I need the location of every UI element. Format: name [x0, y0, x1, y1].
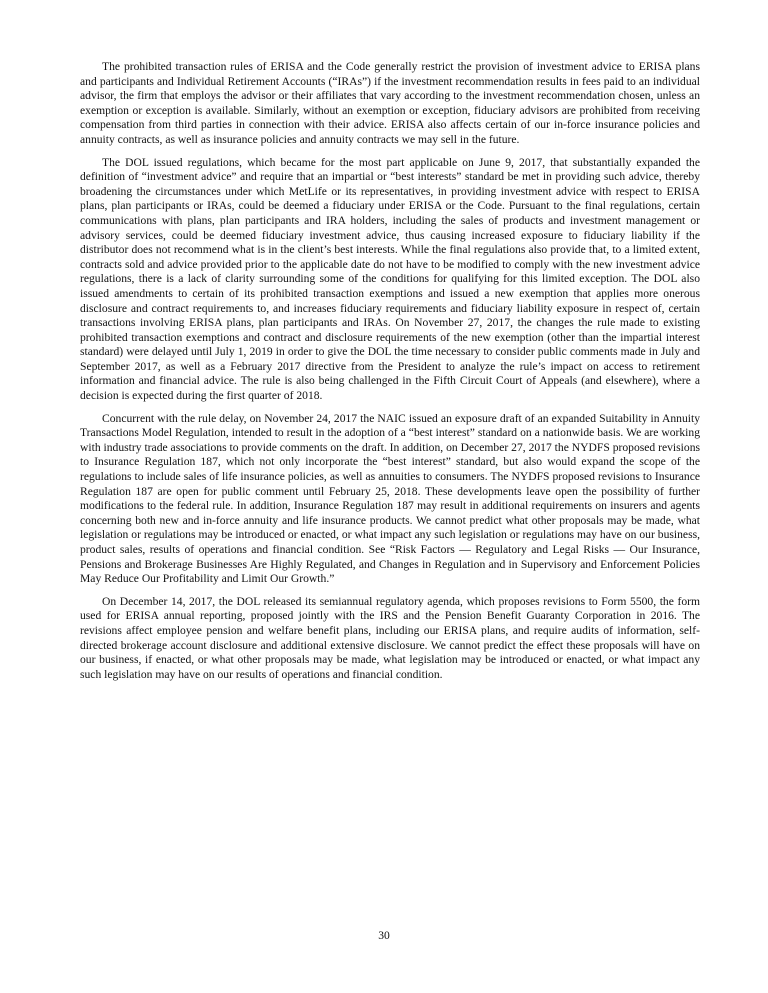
- paragraph-dol-regulatory-agenda: On December 14, 2017, the DOL released its semiannual regulatory agenda, which proposes revisions to Form 5500, the form used for ERISA annual reporting, proposed jointly with the IRS and the Pension Benefit Guaranty Corporation in 2016. The revisions affect employee pension and welfare benefit plans, including our ERISA plans, and require audits of information, self-directed brokerage account disclosure and additional extensive disclosure. We cannot predict the effect these proposals will have on our business, if enacted, or what other proposals may be made, what legislation may be introduced or enacted, or what impact any such legislation may have on our results of operations and financial condition.: [80, 594, 700, 681]
- paragraph-dol-regulations: The DOL issued regulations, which became for the most part applicable on June 9, 2017, that substantially expanded the definition of “investment advice” and require that an impartial or “best interests” standard be met in providing such advice, thereby broadening the circumstances under which MetLife or its representatives, in providing investment advice with respect to ERISA plans, plan participants or IRAs, could be deemed a fiduciary under ERISA or the Code. Pursuant to the final regulations, certain communications with plans, plan participants and IRA holders, including the sales of products and investment management or advisory services, could be deemed fiduciary investment advice, thus causing increased exposure to fiduciary liability if the distributor does not recommend what is in the client’s best interests. While the final regulations also provide that, to a limited extent, contracts sold and advice provided prior to the applicable date do not have to be modified to comply with the new investment advice regulations, there is a lack of clarity surrounding some of the conditions for qualifying for this limited exception. The DOL also issued amendments to certain of its prohibited transaction exemptions and issued a new exemption that applies more onerous disclosure and contract requirements to, and increases fiduciary requirements and fiduciary liability exposure in respect of, certain transactions involving ERISA plans, plan participants and IRAs. On November 27, 2017, the changes the rule made to existing prohibited transaction exemptions and contract and disclosure requirements of the new exemption (other than the impartial interest standard) were delayed until July 1, 2019 in order to give the DOL the time necessary to consider public comments made in July and September 2017, as well as a February 2017 directive from the President to analyze the rule’s impact on access to retirement information and financial advice. The rule is also being challenged in the Fifth Circuit Court of Appeals (and elsewhere), where a decision is expected during the first quarter of 2018.: [80, 155, 700, 403]
- paragraph-erisa-prohibited-transactions: The prohibited transaction rules of ERISA and the Code generally restrict the provision of investment advice to ERISA plans and participants and Individual Retirement Accounts (“IRAs”) if the investment recommendation results in fees paid to an individual advisor, the firm that employs the advisor or their affiliates that vary according to the investment recommendation chosen, unless an exemption or exception is available. Similarly, without an exemption or exception, fiduciary advisors are prohibited from receiving compensation from third parties in connection with their advice. ERISA also affects certain of our in-force insurance policies and annuity contracts, as well as insurance policies and annuity contracts we may sell in the future.: [80, 60, 700, 146]
- document-body: [80, 60, 700, 690]
- page-number: 30: [378, 929, 390, 942]
- paragraph-naic-exposure-draft: Concurrent with the rule delay, on November 24, 2017 the NAIC issued an exposure draft of an expanded Suitability in Annuity Transactions Model Regulation, intended to result in the adoption of a “best interest” standard on a nationwide basis. We are working with industry trade associations to provide comments on the draft. In addition, on December 27, 2017 the NYDFS proposed revisions to Insurance Regulation 187, which not only incorporate the “best interest” standard, but also would expand the scope of the regulations to include sales of life insurance policies, as well as annuities to consumers. The NYDFS proposed revisions to Insurance Regulation 187 are open for public comment until February 25, 2018. These developments leave open the possibility of further modifications to the federal rule. In addition, Insurance Regulation 187 may result in additional requirements on insurers and agents concerning both new and in-force annuity and life insurance products. We cannot predict what other proposals may be made, what legislation or regulations may be introduced or enacted, or what impact any such legislation or regulations may have on our business, product sales, results of operations and financial condition. See “Risk Factors — Regulatory and Legal Risks — Our Insurance, Pensions and Brokerage Businesses Are Highly Regulated, and Changes in Regulation and in Supervisory and Enforcement Policies May Reduce Our Profitability and Limit Our Growth.”: [80, 411, 700, 586]
